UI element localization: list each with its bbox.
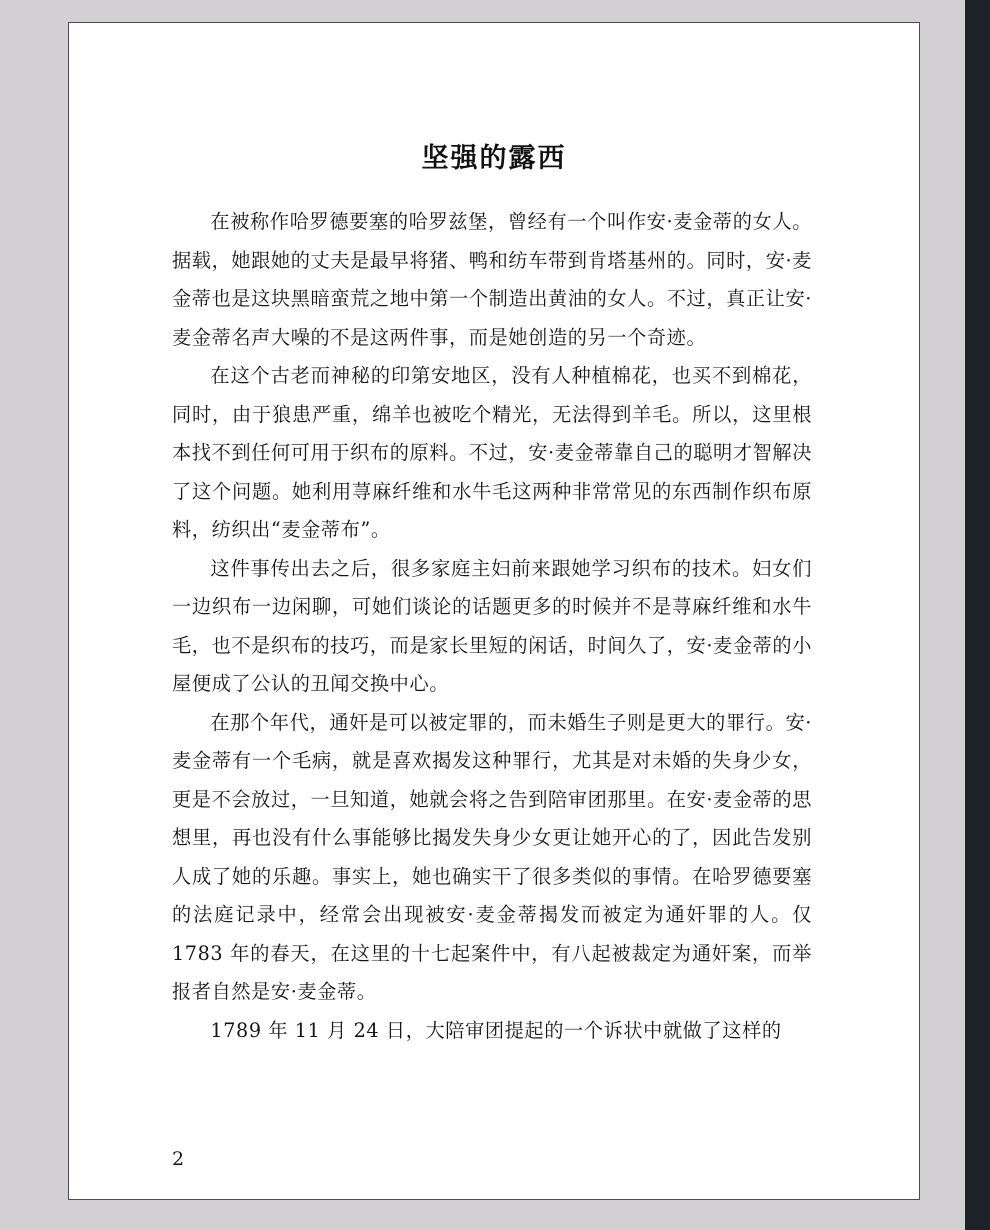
paragraph-4: 在那个年代，通奸是可以被定罪的，而未婚生子则是更大的罪行。安·麦金蒂有一个毛病，就是喜欢揭发这种罪行，尤其是对未婚的失身少女，更是不会放过，一旦知道，她就会将之告到陪审团那里。在安·麦金蒂的思想里，再也没有什么事能够比揭发失身少女更让她开心的了，因此告发别人成了她的乐趣。事实上，她也确实干了很多类似的事情。在哈罗德要塞的法庭记录中，经常会出现被安·麦金蒂揭发而被定为通奸罪的人。仅 1783 年的春天，在这里的十七起案件中，有八起被裁定为通奸案，而举报者自然是安·麦金蒂。 (172, 710, 812, 1003)
document-page (68, 22, 920, 1200)
page-title: 坚强的露西 (421, 143, 567, 174)
paragraph-1: 在被称作哈罗德要塞的哈罗兹堡，曾经有一个叫作安·麦金蒂的女人。据载，她跟她的丈夫是最早将猪、鸭和纺车带到肯塔基州的。同时，安·麦金蒂也是这块黑暗蛮荒之地中第一个制造出黄油的女人。不过，真正让安·麦金蒂名声大噪的不是这两件事，而是她创造的另一个奇迹。 (172, 210, 812, 349)
paragraph-2: 在这个古老而神秘的印第安地区，没有人种植棉花，也买不到棉花，同时，由于狼患严重，绵羊也被吃个精光，无法得到羊毛。所以，这里根本找不到任何可用于织布的原料。不过，安·麦金蒂靠自己的聪明才智解决了这个问题。她利用荨麻纤维和水牛毛这两种非常常见的东西制作织布原料，纺织出“麦金蒂布”。 (172, 364, 812, 541)
body-text (172, 203, 812, 1050)
paragraph-5: 1789 年 11 月 24 日，大陪审团提起的一个诉状中就做了这样的 (210, 1018, 782, 1042)
page-number: 2 (172, 1148, 185, 1170)
paragraph-3: 这件事传出去之后，很多家庭主妇前来跟她学习织布的技术。妇女们一边织布一边闲聊，可她们谈论的话题更多的时候并不是荨麻纤维和水牛毛，也不是织布的技巧，而是家长里短的闲话，时间久了，安·麦金蒂的小屋便成了公认的丑闻交换中心。 (172, 556, 812, 695)
